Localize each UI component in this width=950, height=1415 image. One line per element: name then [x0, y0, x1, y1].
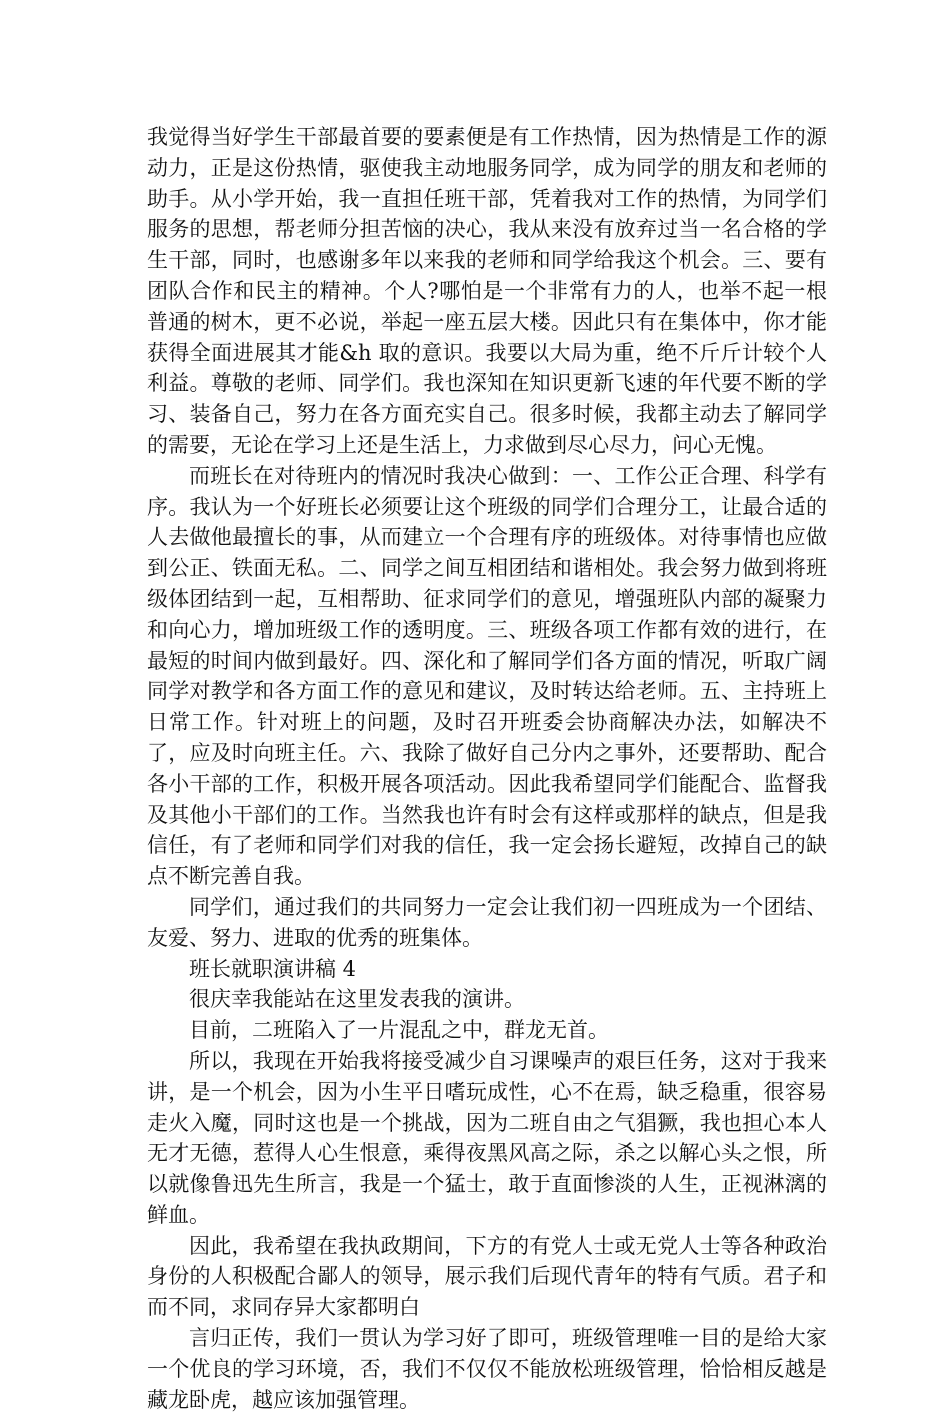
paragraph-6: 目前，二班陷入了一片混乱之中，群龙无首。	[189, 1018, 609, 1043]
document-page	[147, 122, 827, 1415]
paragraph-5: 很庆幸我能站在这里发表我的演讲。	[189, 987, 525, 1012]
paragraph-7: 所以，我现在开始我将接受减少自习课噪声的艰巨任务，这对于我来讲，是一个机会，因为小生平日嗜玩成性，心不在焉，缺乏稳重，很容易走火入魔，同时这也是一个挑战，因为二班自由之气猖獗，我也担心本人无才无德，惹得人心生恨意，乘得夜黑风高之际，杀之以解心头之恨，所以就像鲁迅先生所言，我是一个猛士，敢于直面惨淡的人生，正视淋漓的鲜血。	[147, 1048, 827, 1227]
paragraph-2: 而班长在对待班内的情况时我决心做到：一、工作公正合理、科学有序。我认为一个好班长必须要让这个班级的同学们合理分工，让最合适的人去做他最擅长的事，从而建立一个合理有序的班级体。对待事情也应做到公正、铁面无私。二、同学之间互相团结和谐相处。我会努力做到将班级体团结到一起，互相帮助、征求同学们的意见，增强班队内部的凝聚力和向心力，增加班级工作的透明度。三、班级各项工作都有效的进行，在最短的时间内做到最好。四、深化和了解同学们各方面的情况，听取广阔同学对教学和各方面工作的意见和建议，及时转达给老师。五、主持班上日常工作。针对班上的问题，及时召开班委会协商解决办法，如解决不了，应及时向班主任。六、我除了做好自己分内之事外，还要帮助、配合各小干部的工作，积极开展各项活动。因此我希望同学们能配合、监督我及其他小干部们的工作。当然我也许有时会有这样或那样的缺点，但是我信任，有了老师和同学们对我的信任，我一定会扬长避短，改掉自己的缺点不断完善自我。	[147, 463, 827, 889]
paragraph-1: 我觉得当好学生干部最首要的要素便是有工作热情，因为热情是工作的源动力，正是这份热情，驱使我主动地服务同学，成为同学的朋友和老师的助手。从小学开始，我一直担任班干部，凭着我对工作的热情，为同学们服务的思想，帮老师分担苦恼的决心，我从来没有放弃过当一名合格的学生干部，同时，也感谢多年以来我的老师和同学给我这个机会。三、要有团队合作和民主的精神。个人?哪怕是一个非常有力的人，也举不起一根普通的树木，更不必说，举起一座五层大楼。因此只有在集体中，你才能获得全面进展其才能&h 取的意识。我要以大局为重，绝不斤斤计较个人利益。尊敬的老师、同学们。我也深知在知识更新飞速的年代要不断的学习、装备自己，努力在各方面充实自己。很多时候，我都主动去了解同学的需要，无论在学习上还是生活上，力求做到尽心尽力，问心无愧。	[147, 125, 827, 457]
paragraph-8: 因此，我希望在我执政期间，下方的有党人士或无党人士等各种政治身份的人积极配合鄙人的领导，展示我们后现代青年的特有气质。君子和而不同，求同存异大家都明白	[147, 1233, 827, 1320]
section-heading: 班长就职演讲稿 4	[189, 956, 357, 981]
paragraph-3: 同学们，通过我们的共同努力一定会让我们初一四班成为一个团结、友爱、努力、进取的优秀的班集体。	[147, 894, 827, 950]
paragraph-9: 言归正传，我们一贯认为学习好了即可，班级管理唯一目的是给大家一个优良的学习环境，否，我们不仅仅不能放松班级管理，恰恰相反越是藏龙卧虎，越应该加强管理。	[147, 1326, 827, 1412]
